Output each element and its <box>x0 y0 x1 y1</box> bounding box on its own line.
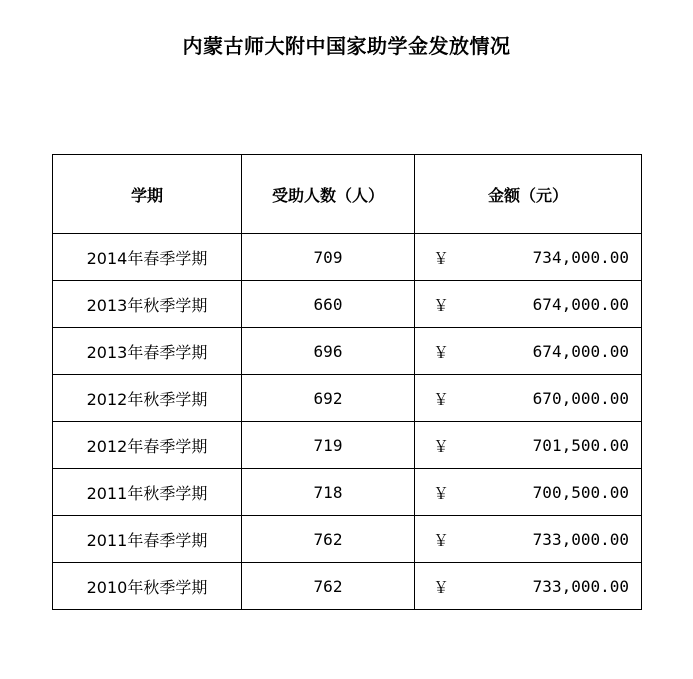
table-row <box>53 234 642 281</box>
count-cell: 692 <box>242 375 415 422</box>
amount-value: 733,000.00 <box>532 529 629 549</box>
table-header-row <box>53 155 642 234</box>
amount-cell <box>415 375 642 422</box>
yen-symbol: ￥ <box>433 389 450 409</box>
count-cell: 696 <box>242 328 415 375</box>
yen-symbol: ￥ <box>433 530 450 550</box>
table-row <box>53 422 642 469</box>
table-row <box>53 328 642 375</box>
term-cell: 2012年春季学期 <box>53 422 242 469</box>
yen-symbol: ￥ <box>433 248 450 268</box>
table-row <box>53 516 642 563</box>
term-cell: 2010年秋季学期 <box>53 563 242 610</box>
count-cell: 709 <box>242 234 415 281</box>
term-cell: 2013年春季学期 <box>53 328 242 375</box>
column-header-term: 学期 <box>53 155 242 234</box>
count-cell: 719 <box>242 422 415 469</box>
amount-value: 674,000.00 <box>532 294 629 314</box>
page-title: 内蒙古师大附中国家助学金发放情况 <box>182 34 511 58</box>
amount-value: 700,500.00 <box>532 482 629 502</box>
table-row <box>53 563 642 610</box>
term-cell: 2013年秋季学期 <box>53 281 242 328</box>
count-cell: 762 <box>242 563 415 610</box>
count-cell: 762 <box>242 516 415 563</box>
aid-table <box>52 154 642 610</box>
yen-symbol: ￥ <box>433 577 450 597</box>
yen-symbol: ￥ <box>433 342 450 362</box>
amount-cell <box>415 563 642 610</box>
amount-cell <box>415 516 642 563</box>
count-cell: 718 <box>242 469 415 516</box>
term-cell: 2014年春季学期 <box>53 234 242 281</box>
column-header-count: 受助人数（人） <box>242 155 415 234</box>
yen-symbol: ￥ <box>433 436 450 456</box>
count-cell: 660 <box>242 281 415 328</box>
amount-cell <box>415 469 642 516</box>
amount-value: 674,000.00 <box>532 341 629 361</box>
yen-symbol: ￥ <box>433 483 450 503</box>
term-cell: 2012年秋季学期 <box>53 375 242 422</box>
table-row <box>53 281 642 328</box>
column-header-amount: 金额（元） <box>415 155 642 234</box>
amount-value: 734,000.00 <box>532 247 629 267</box>
amount-value: 733,000.00 <box>532 576 629 596</box>
amount-value: 701,500.00 <box>532 435 629 455</box>
table-row <box>53 375 642 422</box>
amount-cell <box>415 422 642 469</box>
term-cell: 2011年秋季学期 <box>53 469 242 516</box>
amount-value: 670,000.00 <box>532 388 629 408</box>
amount-cell <box>415 234 642 281</box>
amount-cell <box>415 328 642 375</box>
amount-cell <box>415 281 642 328</box>
yen-symbol: ￥ <box>433 295 450 315</box>
table-row <box>53 469 642 516</box>
term-cell: 2011年春季学期 <box>53 516 242 563</box>
